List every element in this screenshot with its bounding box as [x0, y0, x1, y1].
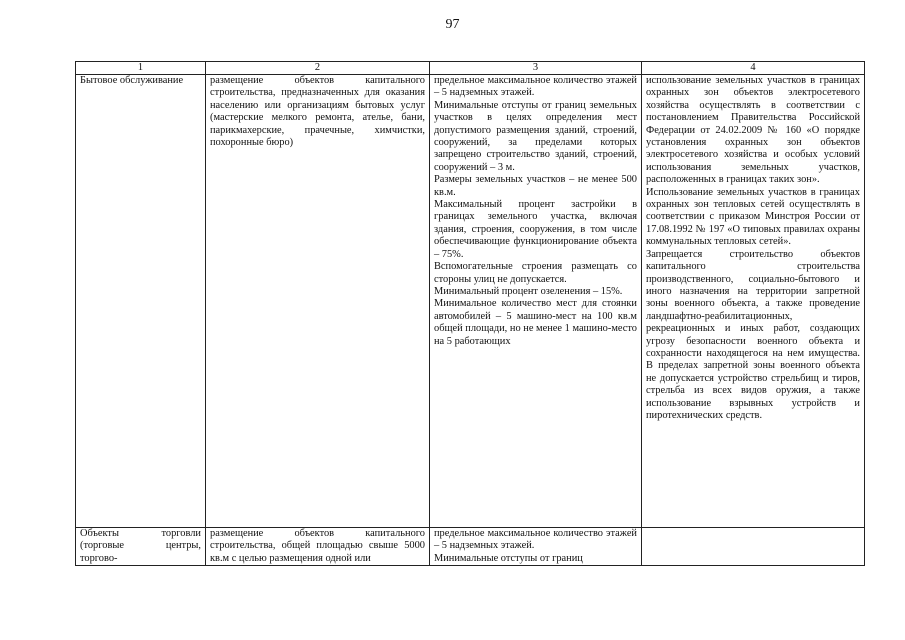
use-description: размещение объектов капитального строительства, общей площадью свыше 5000 кв.м с целью размещения одной или — [210, 528, 425, 564]
parameters-cell — [430, 75, 642, 528]
restriction-item: Запрещается строительство объектов капитального строительства производственного, социально-бытового и иного назначения на территории запретной зоны военного объекта, а также проведение ландшафтно-реабилитационных, рекреационных и иных работ, создающих угрозу безопасности военного объекта и сохранности находящегося на нем имущества. В пределах запретной зоны военного объекта не допускается устройство стрельбищ и тиров, стрельба из всех видов оружия, а также использование взрывных устройств и пиротехнических средств. — [646, 248, 860, 421]
parameter-item: Максимальный процент застройки в границах земельного участка, включая здания, строения, сооружения, в том числе обеспечивающие функционирование объекта – 75%. — [434, 199, 637, 260]
use-type-cell — [76, 528, 206, 566]
table-header-row — [76, 62, 865, 75]
parameter-item: Минимальное количество мест для стоянки автомобилей – 5 машино-мест на 100 кв.м общей площади, но не менее 1 машино-место на 5 работающих — [434, 298, 637, 347]
header-cell: 2 — [206, 62, 430, 75]
use-description-cell — [206, 528, 430, 566]
parameter-item: Минимальные отступы от границ — [434, 552, 583, 564]
parameter-item: предельное максимальное количество этажей – 5 надземных этажей. — [434, 75, 637, 99]
use-type-name: Объекты торговли (торговые центры, торгово- — [80, 528, 201, 564]
use-description-cell — [206, 75, 430, 528]
restrictions-cell — [642, 75, 865, 528]
header-cell: 3 — [430, 62, 642, 75]
use-type-cell — [76, 75, 206, 528]
regulations-table — [75, 61, 865, 566]
parameter-item: Минимальный процент озеленения – 15%. — [434, 285, 623, 297]
parameter-item: Вспомогательные строения размещать со стороны улиц не допускается. — [434, 261, 637, 285]
restriction-item: использование земельных участков в границах охранных зон объектов электросетевого хозяйства осуществлять в соответствии с постановлением Правительства Российской Федерации от 24.02.2009 № 160 «О порядке установления охранных зон объектов электросетевого хозяйства и особых условий использования земельных участков, расположенных в границах таких зон». — [646, 75, 860, 186]
use-type-name: Бытовое обслуживание — [80, 75, 184, 86]
table-row — [76, 528, 865, 566]
header-cell: 1 — [76, 62, 206, 75]
parameter-item: Размеры земельных участков – не менее 500 кв.м. — [434, 174, 637, 198]
page-number: 97 — [445, 17, 460, 32]
parameters-cell — [430, 528, 642, 566]
parameter-item: предельное максимальное количество этажей – 5 надземных этажей. — [434, 528, 637, 552]
restriction-item: Использование земельных участков в границах охранных зон тепловых сетей осуществлять в соответствии с приказом Минстроя России от 17.08.1992 № 197 «О типовых правилах охраны коммунальных тепловых сетей». — [646, 186, 860, 248]
use-description: размещение объектов капитального строительства, предназначенных для оказания населению или организациям бытовых услуг (мастерские мелкого ремонта, ателье, бани, парикмахерские, прачечные, химчистки, похоронные бюро) — [210, 75, 425, 149]
restrictions-cell — [642, 528, 865, 566]
parameter-item: Минимальные отступы от границ земельных участков в целях определения мест допустимого размещения зданий, строений, сооружений, за пределами которых запрещено строительство зданий, строений, сооружений – 3 м. — [434, 99, 637, 173]
header-cell: 4 — [642, 62, 865, 75]
table-row — [76, 75, 865, 528]
